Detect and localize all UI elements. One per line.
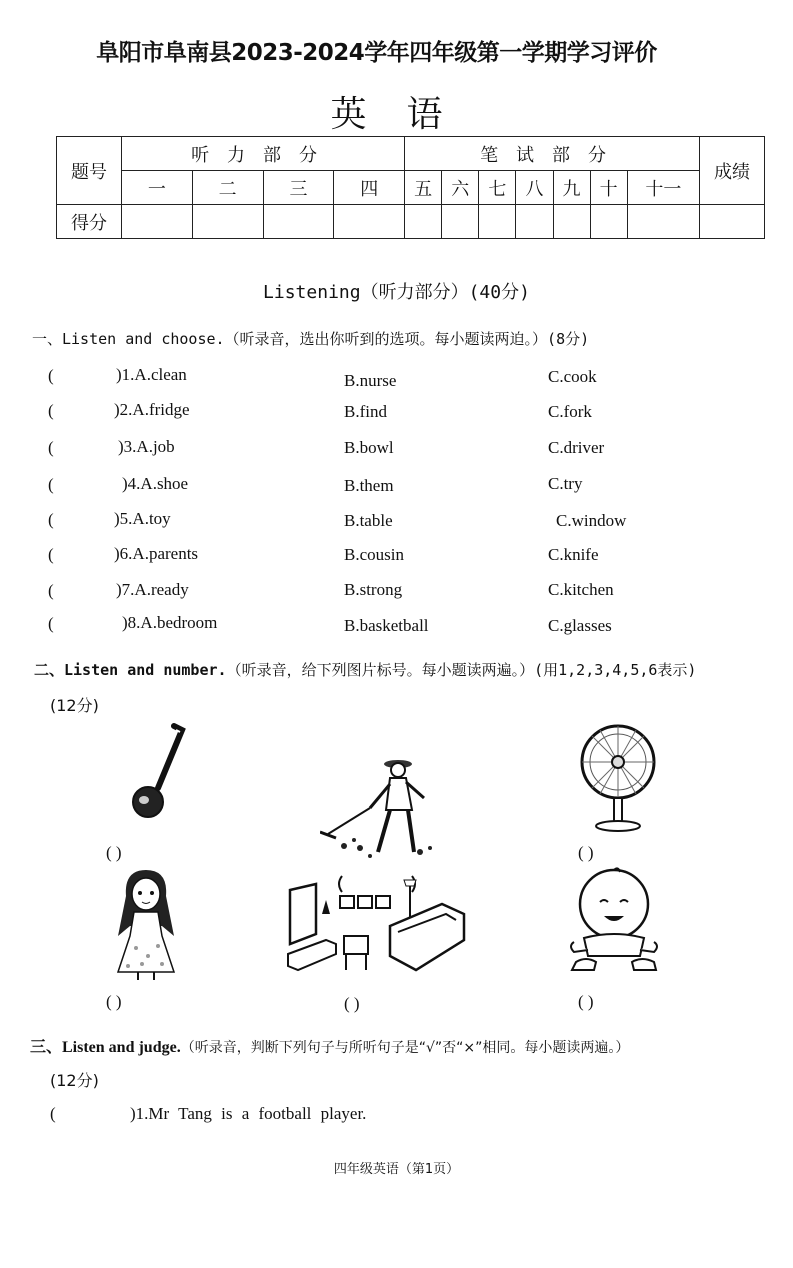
col-number: 四 bbox=[334, 171, 405, 205]
col-number: 三 bbox=[263, 171, 334, 205]
answer-blank-paren[interactable]: ( bbox=[48, 545, 54, 564]
option-a: )4.A.shoe bbox=[122, 474, 189, 493]
page-footer: 四年级英语（第1页） bbox=[333, 1162, 460, 1177]
part3-heading bbox=[30, 1034, 629, 1057]
answer-blank[interactable]: ( ) bbox=[106, 992, 122, 1011]
col-number: 七 bbox=[479, 171, 516, 205]
option-c: C.kitchen bbox=[548, 580, 614, 599]
part3-heading-cn: （听录音，判断下列句子与所听句子是“√”否“×”相同。每小题读两遍。） bbox=[180, 1040, 630, 1056]
option-c: C.driver bbox=[548, 438, 605, 457]
answer-blank[interactable]: ( ) bbox=[344, 994, 360, 1013]
option-c: C.fork bbox=[548, 402, 592, 421]
option-b: B.table bbox=[344, 511, 393, 530]
col-number: 五 bbox=[405, 171, 442, 205]
option-c: C.knife bbox=[548, 545, 599, 564]
col-number: 八 bbox=[516, 171, 553, 205]
score-cell[interactable] bbox=[122, 205, 193, 239]
col-number: 十一 bbox=[627, 171, 699, 205]
baby-picture bbox=[566, 866, 662, 974]
option-b: B.cousin bbox=[344, 545, 404, 564]
electric-fan-picture bbox=[578, 724, 658, 834]
answer-blank-paren[interactable]: ( bbox=[48, 581, 54, 600]
score-cell[interactable] bbox=[553, 205, 590, 239]
part2-heading-en: 二、Listen and number. bbox=[34, 661, 227, 679]
part3-points: (12分) bbox=[50, 1071, 99, 1090]
answer-blank-paren[interactable]: ( bbox=[48, 438, 54, 457]
answer-blank-paren[interactable]: ( bbox=[48, 614, 54, 633]
option-a: )5.A.toy bbox=[114, 509, 171, 528]
part2-heading-cn: （听录音，给下列图片标号。每小题读两遍。）(用1,2,3,4,5,6表示) bbox=[226, 661, 697, 679]
answer-blank[interactable]: ( ) bbox=[106, 843, 122, 862]
total-label: 成绩 bbox=[700, 137, 765, 205]
option-a: )6.A.parents bbox=[114, 544, 199, 563]
listening-group-label: 听力部分 bbox=[122, 137, 405, 171]
spoon-picture bbox=[118, 722, 190, 822]
answer-blank-paren[interactable]: ( bbox=[48, 401, 54, 420]
farmer-digging-picture bbox=[320, 752, 440, 867]
score-table bbox=[56, 136, 765, 239]
score-cell[interactable] bbox=[590, 205, 627, 239]
part1-heading: 一、Listen and choose.（听录音，选出你听到的选项。每小题读两迫。）(8分) bbox=[32, 330, 590, 348]
score-label: 得分 bbox=[57, 205, 122, 239]
score-cell[interactable] bbox=[516, 205, 553, 239]
question-number-label: 题号 bbox=[57, 137, 122, 205]
part3-item-1: )1.Mr Tang is a football player. bbox=[130, 1104, 367, 1123]
score-cell[interactable] bbox=[627, 205, 699, 239]
option-b: B.them bbox=[344, 476, 394, 495]
part3-heading-en: 三、Listen and judge. bbox=[30, 1039, 181, 1056]
living-room-picture bbox=[286, 870, 468, 976]
listening-section-title: Listening（听力部分）(40分) bbox=[263, 282, 530, 303]
score-cell[interactable] bbox=[192, 205, 263, 239]
col-number: 一 bbox=[122, 171, 193, 205]
score-cell[interactable] bbox=[479, 205, 516, 239]
option-c: C.window bbox=[556, 511, 627, 530]
option-c: C.try bbox=[548, 474, 583, 493]
option-b: B.find bbox=[344, 402, 387, 421]
part2-points: (12分) bbox=[50, 696, 99, 715]
answer-blank-paren[interactable]: ( bbox=[48, 475, 54, 494]
answer-blank[interactable]: ( ) bbox=[578, 843, 594, 862]
col-number: 二 bbox=[192, 171, 263, 205]
option-c: C.glasses bbox=[548, 616, 612, 635]
option-b: B.basketball bbox=[344, 616, 429, 635]
subject-title: 英语 bbox=[330, 94, 483, 135]
answer-blank-paren[interactable]: ( bbox=[48, 510, 54, 529]
answer-blank-paren[interactable]: ( bbox=[48, 366, 54, 385]
page-title: 阜阳市阜南县2023-2024学年四年级第一学期学习评价 bbox=[96, 40, 657, 66]
option-b: B.strong bbox=[344, 580, 403, 599]
option-a: )1.A.clean bbox=[116, 365, 187, 384]
answer-blank-paren[interactable]: ( bbox=[50, 1104, 56, 1123]
score-cell[interactable] bbox=[334, 205, 405, 239]
col-number: 十 bbox=[590, 171, 627, 205]
option-a: )2.A.fridge bbox=[114, 400, 190, 419]
score-cell[interactable] bbox=[263, 205, 334, 239]
col-number: 九 bbox=[553, 171, 590, 205]
part2-heading bbox=[34, 659, 696, 680]
written-group-label: 笔试部分 bbox=[405, 137, 700, 171]
option-b: B.bowl bbox=[344, 438, 394, 457]
option-b: B.nurse bbox=[344, 371, 397, 390]
option-a: )8.A.bedroom bbox=[122, 613, 218, 632]
option-c: C.cook bbox=[548, 367, 597, 386]
col-number: 六 bbox=[442, 171, 479, 205]
girl-picture bbox=[104, 866, 186, 982]
answer-blank[interactable]: ( ) bbox=[578, 992, 594, 1011]
score-cell[interactable] bbox=[700, 205, 765, 239]
score-cell[interactable] bbox=[442, 205, 479, 239]
score-cell[interactable] bbox=[405, 205, 442, 239]
option-a: )3.A.job bbox=[118, 437, 175, 456]
option-a: )7.A.ready bbox=[116, 580, 189, 599]
